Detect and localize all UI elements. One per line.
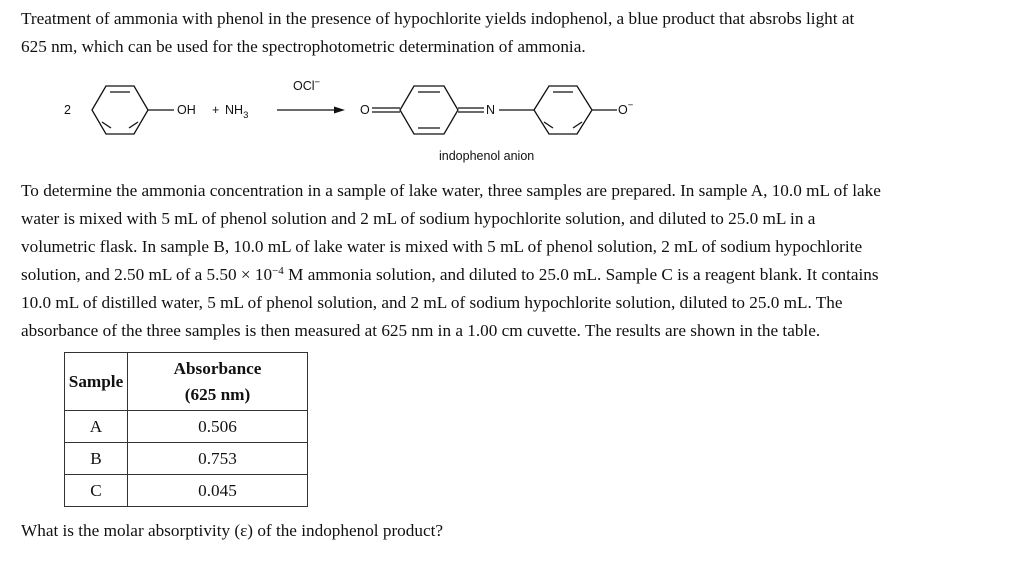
- table-row: [65, 411, 308, 443]
- body-line-6: absorbance of the three samples is then measured at 625 nm in a 1.00 cm cuvette. The results are shown in the table.: [21, 321, 821, 340]
- header-sample: Sample: [65, 353, 128, 411]
- cell-absorbance: 0.753: [128, 443, 308, 475]
- reaction-scheme: [0, 68, 700, 168]
- body-line-4: solution, and 2.50 mL of a $5.50 \times 10^{-4}$ M ammonia solution, and diluted to 25.0 mL. Sample C is a reagent blank. It contains: [21, 265, 879, 284]
- cell-sample: B: [65, 443, 128, 475]
- imine-nitrogen-label: N: [486, 103, 496, 117]
- procedure-paragraph: [21, 177, 1006, 345]
- cell-sample: C: [65, 475, 128, 507]
- hypochlorite-label: OCl−: [293, 77, 321, 93]
- coefficient-label: 2: [64, 103, 71, 117]
- cell-sample: A: [65, 411, 128, 443]
- intro-paragraph: [21, 5, 1006, 61]
- phenol-ring: [92, 86, 174, 134]
- intro-line-2: 625 nm, which can be used for the spectrophotometric determination of ammonia.: [21, 37, 586, 56]
- exponent: −4: [272, 265, 284, 277]
- carbonyl-oxygen-label: O: [360, 103, 370, 117]
- header-absorbance: Absorbance (625 nm): [128, 353, 308, 411]
- table-row: [65, 475, 308, 507]
- ammonia-label: $NH_3$: [225, 103, 249, 121]
- cell-absorbance: 0.506: [128, 411, 308, 443]
- reaction-arrow: [277, 107, 345, 114]
- table-row: [65, 443, 308, 475]
- absorbance-table: [64, 352, 308, 507]
- oh-label: OH: [177, 103, 196, 117]
- phenoxide-oxygen-label: O−: [618, 100, 634, 117]
- body-line-5: 10.0 mL of distilled water, 5 mL of phenol solution, and 2 mL of sodium hypochlorite solution, diluted to 25.0 mL. The: [21, 293, 843, 312]
- product-caption: indophenol anion: [439, 149, 535, 163]
- body-line-2: water is mixed with 5 mL of phenol solution and 2 mL of sodium hypochlorite solution, and diluted to 25.0 mL in a: [21, 209, 816, 228]
- body-line-1: To determine the ammonia concentration in a sample of lake water, three samples are prepared. In sample A, 10.0 mL of lake: [21, 181, 881, 200]
- question-text: What is the molar absorptivity (ε) of the indophenol product?: [21, 521, 444, 540]
- intro-line-1: Treatment of ammonia with phenol in the presence of hypochlorite yields indophenol, a blue product that absrobs light at: [21, 9, 855, 28]
- phenoxide-ring: [499, 86, 617, 134]
- plus-sign: +: [212, 103, 220, 117]
- cell-absorbance: 0.045: [128, 475, 308, 507]
- quinoid-ring: [372, 86, 484, 134]
- body-line-3: volumetric flask. In sample B, 10.0 mL of lake water is mixed with 5 mL of phenol solution, 2 mL of sodium hypochlorite: [21, 237, 863, 256]
- table-header-row: [65, 353, 308, 411]
